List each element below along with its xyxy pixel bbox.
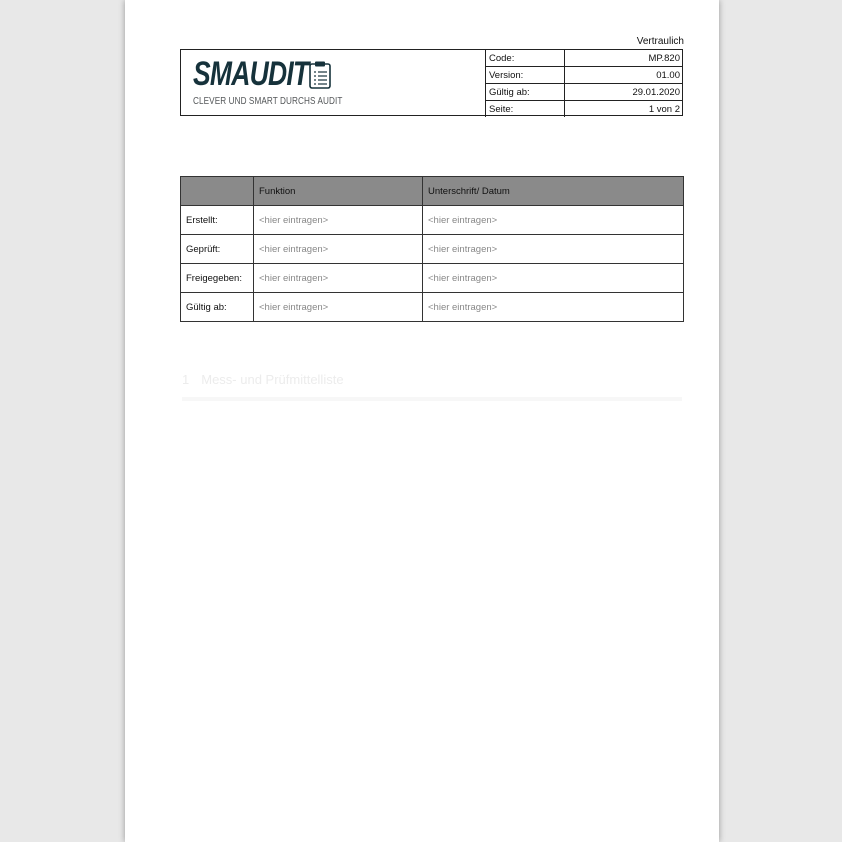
meta-value: 29.01.2020: [565, 84, 684, 101]
approval-header-row: [181, 177, 684, 206]
section-number: 1: [182, 372, 190, 387]
approval-row-label: Freigegeben:: [181, 264, 254, 293]
classification-label: Vertraulich: [636, 36, 684, 47]
meta-label: Gültig ab:: [486, 84, 565, 101]
funktion-field[interactable]: <hier eintragen>: [254, 235, 423, 264]
clipboard-checklist-icon: [309, 61, 331, 89]
approval-row-freigegeben: [181, 264, 684, 293]
section-title: Mess- und Prüfmittelliste: [201, 372, 344, 387]
unterschrift-field[interactable]: <hier eintragen>: [423, 264, 684, 293]
meta-row-valid-from: [486, 84, 684, 101]
approval-header-unterschrift: Unterschrift/ Datum: [423, 177, 684, 206]
section-heading: [182, 372, 344, 387]
logo-wordmark: SMAUDIT: [193, 55, 309, 93]
meta-label: Version:: [486, 67, 565, 84]
meta-row-version: [486, 67, 684, 84]
approval-table: [180, 176, 684, 322]
document-header: [180, 49, 683, 116]
funktion-field[interactable]: <hier eintragen>: [254, 293, 423, 322]
document-page: [125, 0, 719, 842]
unterschrift-field[interactable]: <hier eintragen>: [423, 293, 684, 322]
funktion-field[interactable]: <hier eintragen>: [254, 264, 423, 293]
approval-row-geprueft: [181, 235, 684, 264]
approval-header-funktion: Funktion: [254, 177, 423, 206]
meta-row-code: [486, 50, 684, 67]
meta-value: MP.820: [565, 50, 684, 67]
unterschrift-field[interactable]: <hier eintragen>: [423, 235, 684, 264]
approval-header-empty: [181, 177, 254, 206]
meta-value: 1 von 2: [565, 101, 684, 118]
approval-row-erstellt: [181, 206, 684, 235]
meta-label: Code:: [486, 50, 565, 67]
unterschrift-field[interactable]: <hier eintragen>: [423, 206, 684, 235]
approval-row-label: Erstellt:: [181, 206, 254, 235]
document-meta-table: [485, 50, 683, 117]
funktion-field[interactable]: <hier eintragen>: [254, 206, 423, 235]
logo-tagline: CLEVER UND SMART DURCHS AUDIT: [193, 95, 343, 107]
approval-row-gueltig-ab: [181, 293, 684, 322]
meta-label: Seite:: [486, 101, 565, 118]
approval-row-label: Geprüft:: [181, 235, 254, 264]
approval-row-label: Gültig ab:: [181, 293, 254, 322]
company-logo: [181, 50, 485, 115]
meta-value: 01.00: [565, 67, 684, 84]
section-divider: [182, 397, 682, 401]
meta-row-page: [486, 101, 684, 118]
